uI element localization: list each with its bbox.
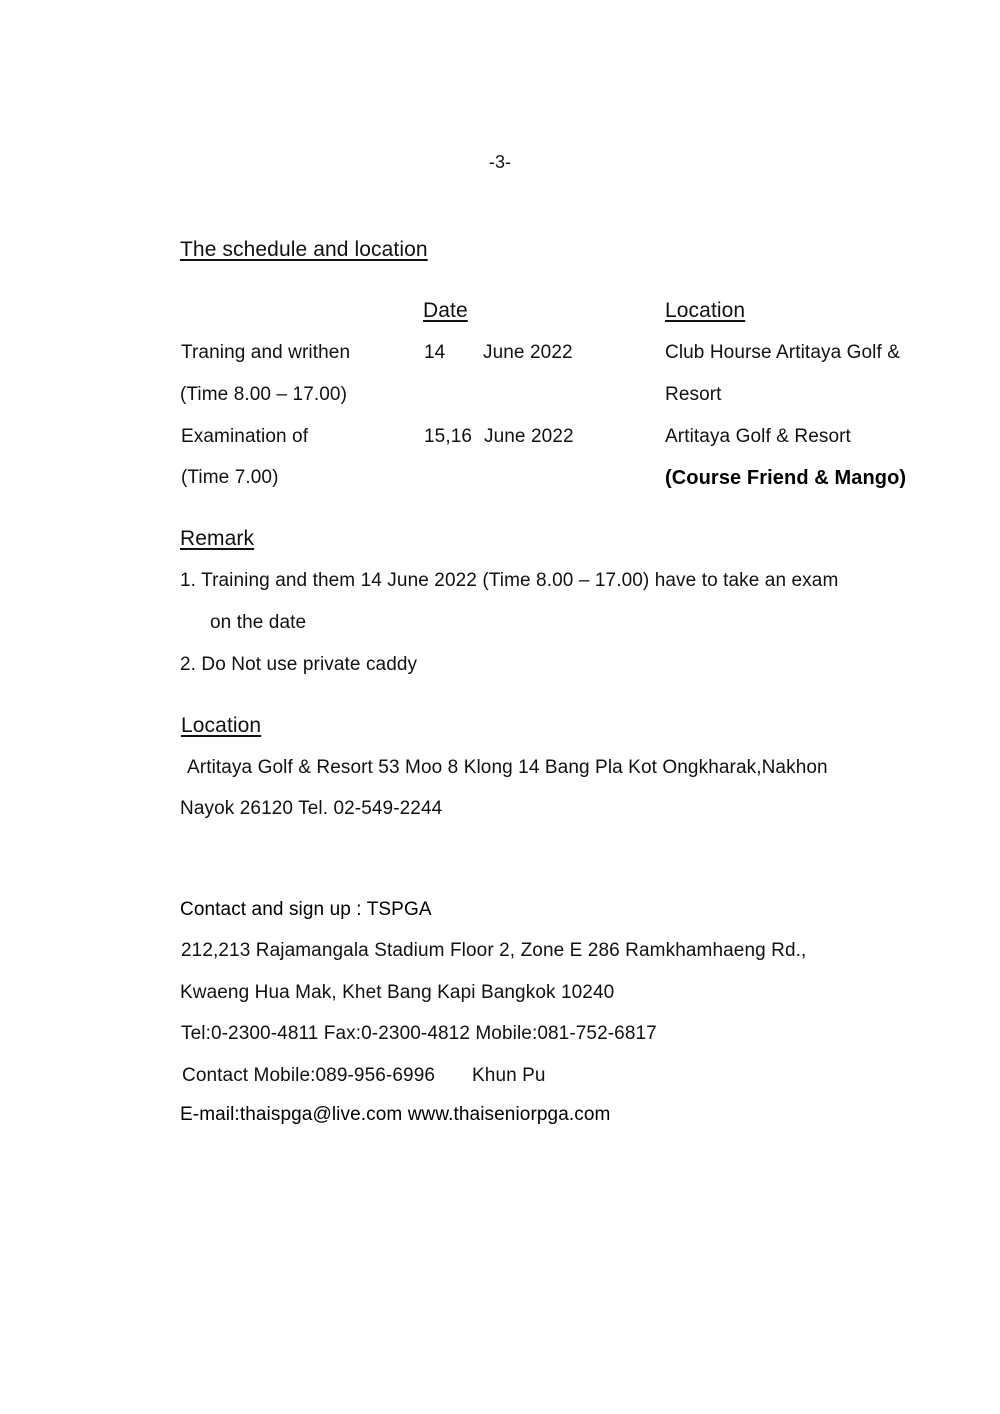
location-address-line: Artitaya Golf & Resort 53 Moo 8 Klong 14 Bang Pla Kot Ongkharak,Nakhon — [187, 757, 828, 778]
schedule-row-location: Club Hourse Artitaya Golf & — [665, 342, 901, 363]
location-heading: Location — [181, 714, 262, 737]
contact-email-website: E-mail:thaispga@live.com www.thaiseniorpga.com — [180, 1104, 611, 1125]
page-number: -3- — [488, 152, 512, 172]
schedule-row-label: (Time 7.00) — [181, 467, 279, 488]
remark-item: 1. Training and them 14 June 2022 (Time 8.00 – 17.00) have to take an exam — [180, 570, 839, 591]
schedule-row-date-month: June 2022 — [484, 426, 574, 447]
schedule-row-location: Resort — [665, 384, 722, 405]
schedule-row-date-day: 14 — [424, 342, 446, 363]
remark-item: 2. Do Not use private caddy — [180, 654, 418, 675]
date-column-header: Date — [423, 299, 468, 322]
location-address-line: Nayok 26120 Tel. 02-549-2244 — [180, 798, 443, 819]
contact-mobile: Contact Mobile:089-956-6996 — [182, 1065, 436, 1086]
schedule-row-location: Artitaya Golf & Resort — [665, 426, 851, 447]
contact-title: Contact and sign up : TSPGA — [180, 899, 432, 920]
schedule-row-date-day: 15,16 — [424, 426, 473, 447]
location-column-header: Location — [665, 299, 746, 322]
contact-address-line: Kwaeng Hua Mak, Khet Bang Kapi Bangkok 10240 — [180, 982, 615, 1003]
schedule-heading: The schedule and location — [180, 238, 428, 261]
schedule-row-label: (Time 8.00 – 17.00) — [180, 384, 347, 405]
schedule-row-date-month: June 2022 — [483, 342, 573, 363]
remark-item-continuation: on the date — [210, 612, 307, 633]
schedule-row-label: Traning and writhen — [181, 342, 351, 363]
remark-heading: Remark — [180, 527, 255, 550]
schedule-row-label: Examination of — [181, 426, 309, 447]
contact-phone-numbers: Tel:0-2300-4811 Fax:0-2300-4812 Mobile:081-752-6817 — [181, 1023, 657, 1044]
contact-address-line: 212,213 Rajamangala Stadium Floor 2, Zone E 286 Ramkhamhaeng Rd., — [181, 940, 807, 961]
contact-person-name: Khun Pu — [472, 1065, 546, 1086]
schedule-row-location: (Course Friend & Mango) — [665, 467, 907, 489]
